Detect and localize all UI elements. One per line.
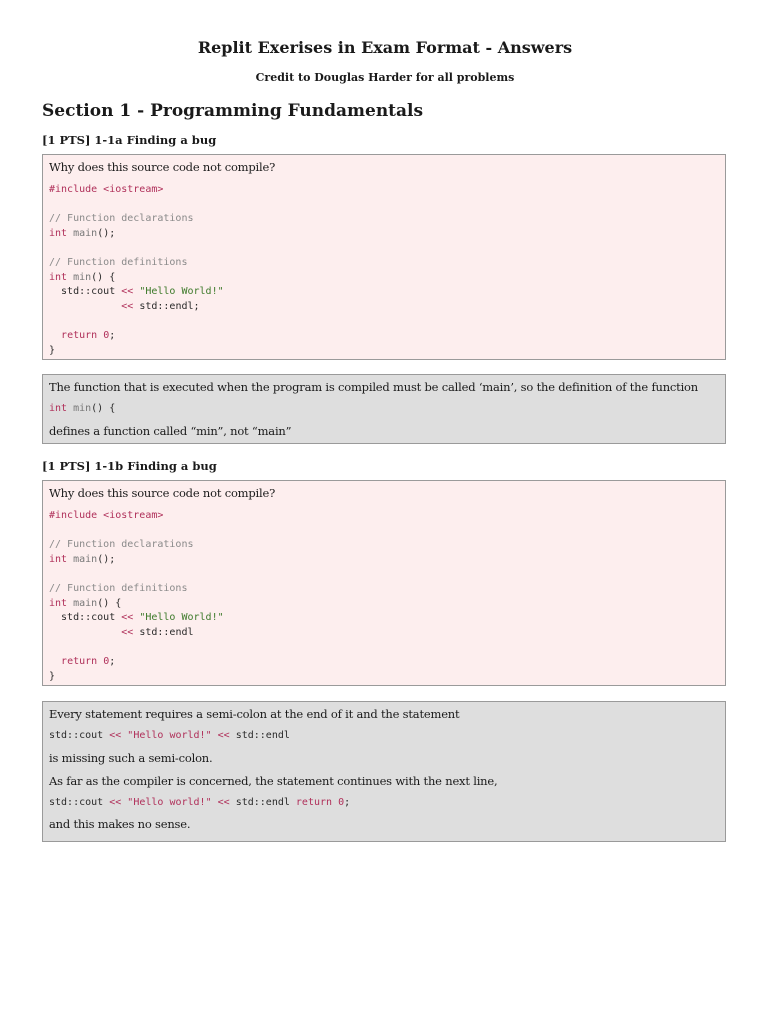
document-credit: Credit to Douglas Harder for all problems (255, 71, 515, 84)
problem-1a-answer-followup: defines a function called “min”, not “main” (49, 423, 292, 438)
problem-1b-question: Why does this source code not compile? (49, 486, 276, 500)
problem-1b-answer-code1: std::cout << "Hello world!" << std::endl (49, 730, 290, 741)
code-line: << std::endl (121, 626, 194, 638)
code-line: int main() { (49, 597, 122, 609)
problem-1a-code-block (49, 183, 719, 358)
code-line: // Function declarations (49, 213, 194, 225)
problem-1a-answer-box (42, 374, 726, 444)
code-line: // Function declarations (49, 539, 194, 551)
code-line: std::cout << "Hello World!" (49, 612, 224, 624)
problem-1a-answer-text: The function that is executed when the program is compiled must be called ‘main’, so the definition of the function (49, 380, 698, 394)
code-line: return 0; (61, 655, 116, 667)
problem-1a-question-box (42, 154, 726, 360)
code-line: // Function definitions (49, 582, 188, 594)
problem-1b-answer-line3: As far as the compiler is concerned, the statement continues with the next line, (49, 773, 498, 788)
code-line: << std::endl; (121, 300, 200, 312)
problem-1b-heading: [1 PTS] 1-1b Finding a bug (42, 459, 217, 473)
code-line: return 0; (61, 329, 116, 341)
problem-1b-answer-line4: and this makes no sense. (49, 817, 191, 832)
problem-1b-code-block (49, 509, 719, 684)
problem-1b-answer-line1: Every statement requires a semi-colon at the end of it and the statement (49, 707, 460, 721)
problem-1a-question: Why does this source code not compile? (49, 160, 276, 174)
code-line: int main(); (49, 227, 116, 239)
code-line: int min() { (49, 271, 116, 283)
code-line: #include <iostream> (49, 184, 164, 195)
code-line: } (49, 344, 56, 356)
problem-1b-answer-code2: std::cout << "Hello world!" << std::endl return 0; (49, 796, 351, 808)
section-title: Section 1 - Programming Fundamentals (42, 101, 424, 121)
code-line: int main(); (49, 553, 116, 565)
problem-1b-answer-line2: is missing such a semi-colon. (49, 750, 213, 765)
problem-1b-question-box (42, 480, 726, 686)
code-line: std::cout << "Hello World!" (49, 286, 224, 298)
problem-1b-answer-box (42, 701, 726, 842)
problem-1a-answer-code: int min() { (49, 403, 116, 414)
code-line: // Function definitions (49, 256, 188, 268)
code-line: } (49, 670, 56, 682)
document-title: Replit Exerises in Exam Format - Answers (197, 38, 573, 57)
code-line: #include <iostream> (49, 510, 164, 521)
problem-1a-heading: [1 PTS] 1-1a Finding a bug (42, 133, 217, 147)
